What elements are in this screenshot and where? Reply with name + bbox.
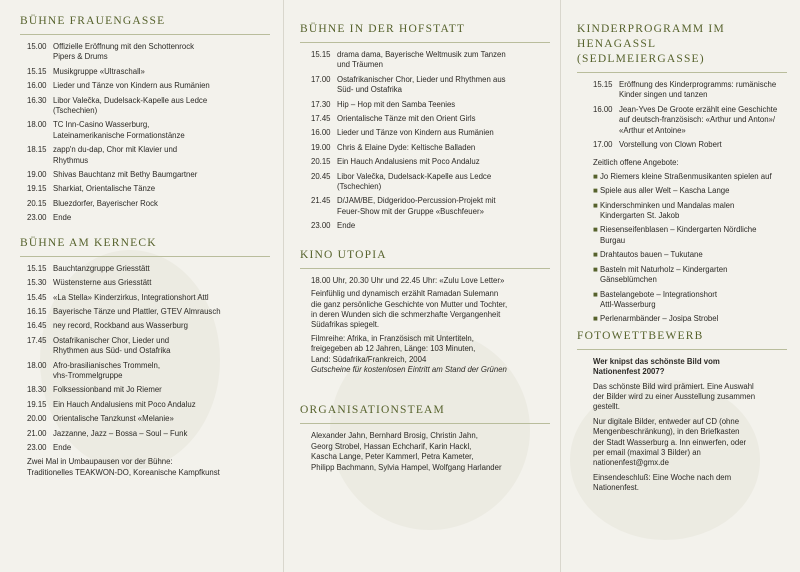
- event-text: [53, 307, 270, 317]
- event-text: [53, 81, 270, 91]
- time-label: 17.45: [311, 114, 331, 124]
- offer-line: Kinderschminken und Mandalas malen: [600, 200, 735, 210]
- text-line: der Bilder wird zu einer Ausstellung zusammen: [593, 391, 756, 401]
- section-title-line: KINDERPROGRAMM IM HENAGASSL: [577, 23, 725, 50]
- text-line: Nationenfest.: [593, 483, 639, 493]
- event-line: drama dama, Bayerische Weltmusik zum Tanzen: [337, 50, 506, 59]
- schedule-row: [311, 143, 550, 153]
- time-label: 15.30: [27, 278, 47, 288]
- text-line: Kascha Lange, Peter Kammerl, Petra Kameter,: [311, 452, 474, 462]
- event-text: [53, 213, 270, 223]
- schedule-row: [311, 172, 550, 193]
- event-text: [53, 385, 270, 395]
- event-text: [53, 120, 270, 141]
- section-frauengasse: [20, 14, 270, 224]
- schedule-row: [27, 264, 270, 274]
- event-text: [337, 172, 550, 193]
- schedule-row: [27, 81, 270, 91]
- event-text: [619, 80, 787, 101]
- event-text: [337, 114, 550, 124]
- schedule-row: [593, 105, 787, 136]
- offer-item: [593, 172, 787, 182]
- foto-deadline: [593, 473, 787, 494]
- text-line: die ganz persönliche Geschichte von Mutter und Tochter,: [311, 299, 508, 309]
- schedule-row: [27, 170, 270, 180]
- schedule-list: [300, 50, 550, 232]
- time-label: 15.15: [27, 66, 47, 76]
- section-title: BÜHNE AM KERNECK: [20, 236, 157, 249]
- event-line: Musikgruppe «Ultraschall»: [53, 66, 145, 76]
- event-line: Hip – Hop mit den Samba Teenies: [337, 99, 456, 109]
- column-left: [20, 0, 270, 478]
- offer-line: Perlenarmbänder – Josipa Strobel: [600, 314, 719, 324]
- section-organisationsteam: [300, 403, 550, 473]
- offer-line: Spiele aus aller Welt – Kascha Lange: [600, 186, 730, 196]
- column-middle: [300, 0, 550, 473]
- bullet-icon: ■: [593, 225, 598, 235]
- event-line: Ostafrikanischer Chor, Lieder und Rhythmen aus: [337, 74, 506, 84]
- time-label: 20.45: [311, 171, 331, 181]
- schedule-row: [27, 120, 270, 141]
- event-text: [53, 361, 270, 382]
- event-text: [53, 42, 270, 63]
- event-line: (Tschechien): [337, 182, 382, 192]
- event-line: Lieder und Tänze von Kindern aus Rumänien: [53, 81, 210, 91]
- divider: [20, 256, 270, 257]
- foto-paragraph: [593, 417, 787, 469]
- time-label: 15.00: [27, 42, 47, 51]
- event-line: Libor Valečka, Dudelsack-Kapelle aus Ledce: [53, 95, 208, 105]
- offer-line: Attl-Wasserburg: [600, 299, 656, 309]
- section-title-line: (SEDLMEIERGASSE): [577, 53, 705, 65]
- event-line: (Tschechien): [53, 106, 98, 116]
- schedule-row: [27, 443, 270, 453]
- event-text: [337, 50, 550, 71]
- text-line: Nationenfest 2007?: [593, 367, 665, 377]
- text-line: Feinfühlig und dynamisch erzählt Ramadan Sulemann: [311, 289, 499, 299]
- text-line: Einsendeschluß: Eine Woche nach dem: [593, 472, 732, 482]
- event-line: Bluezdorfer, Bayerischer Rock: [53, 198, 158, 208]
- kino-voucher: Gutscheine für kostenlosen Eintritt am Stand der Grünen: [311, 364, 507, 374]
- divider: [577, 72, 787, 73]
- event-line: Afro-brasilianisches Trommeln,: [53, 360, 161, 370]
- time-label: 15.15: [27, 263, 47, 273]
- event-line: Lateinamerikanische Formationstänze: [53, 130, 185, 140]
- event-line: Shivas Bauchtanz mit Bethy Baumgartner: [53, 170, 198, 180]
- event-line: Pipers & Drums: [53, 52, 108, 62]
- text-line: der Stadt Wasserburg a. Inn einwerfen, oder: [593, 437, 747, 447]
- schedule-row: [311, 196, 550, 217]
- section-title: KINO UTOPIA: [300, 248, 387, 261]
- time-label: 18.00: [27, 360, 47, 370]
- offer-line: Kindergarten St. Jakob: [600, 211, 680, 221]
- section-kino: [300, 248, 550, 376]
- offers-list: [577, 172, 787, 325]
- time-label: 15.45: [27, 292, 47, 302]
- offer-item: [593, 290, 787, 311]
- event-line: «La Stella» Kinderzirkus, Integrationshort Attl: [53, 292, 209, 302]
- time-label: 16.00: [27, 81, 47, 91]
- schedule-row: [311, 75, 550, 96]
- time-label: 21.45: [311, 196, 331, 206]
- event-line: TC Inn-Casino Wasserburg,: [53, 120, 150, 130]
- event-line: Jean-Yves De Groote erzählt eine Geschichte: [619, 104, 778, 114]
- event-line: Bauchtanzgruppe Griesstätt: [53, 263, 150, 273]
- time-label: 18.30: [27, 385, 47, 395]
- fold-line: [560, 0, 561, 572]
- event-text: [337, 100, 550, 110]
- event-line: D/JAM/BE, Didgeridoo-Percussion-Projekt mit: [337, 196, 496, 206]
- divider: [20, 34, 270, 35]
- event-text: [53, 184, 270, 194]
- bullet-icon: ■: [593, 186, 598, 196]
- event-line: Libor Valečka, Dudelsack-Kapelle aus Ledce: [337, 171, 492, 181]
- open-offers-heading: Zeitlich offene Angebote:: [593, 158, 679, 168]
- time-label: 23.00: [311, 221, 331, 231]
- text-line: Das schönste Bild wird prämiert. Eine Auswahl: [593, 381, 754, 391]
- schedule-row: [27, 184, 270, 194]
- divider: [577, 349, 787, 350]
- event-line: Süd- und Ostafrika: [337, 85, 403, 95]
- event-line: Eröffnung des Kinderprogramms: rumänische: [619, 80, 777, 89]
- text-line: Nur digitale Bilder, entweder auf CD (ohne: [593, 416, 740, 426]
- schedule-row: [27, 429, 270, 439]
- schedule-row: [27, 385, 270, 395]
- event-line: und Träumen: [337, 60, 383, 70]
- section-hofstatt: [300, 22, 550, 232]
- text-line: per email (maximal 3 Bilder) an: [593, 447, 701, 457]
- offer-line: Gänseblümchen: [600, 275, 657, 285]
- event-line: Orientalische Tanzkunst «Melanie»: [53, 414, 174, 424]
- column-right: [577, 0, 787, 494]
- offer-line: Burgau: [600, 235, 626, 245]
- offer-item: [593, 265, 787, 286]
- schedule-row: [311, 221, 550, 231]
- event-text: [53, 414, 270, 424]
- text-line: gestellt.: [593, 402, 620, 412]
- event-line: Rhythmus: [53, 155, 89, 165]
- offer-item: [593, 201, 787, 222]
- event-line: Wüstensterne aus Griesstätt: [53, 278, 152, 288]
- event-text: [53, 429, 270, 439]
- event-line: Chris & Elaine Dyde: Keltische Balladen: [337, 142, 476, 152]
- text-line: Wer knipst das schönste Bild vom: [593, 356, 720, 366]
- team-names: [300, 431, 550, 473]
- schedule-row: [311, 100, 550, 110]
- offer-line: Jo Riemers kleine Straßenmusikanten spielen auf: [600, 171, 772, 181]
- event-text: [53, 321, 270, 331]
- event-text: [337, 157, 550, 167]
- schedule-row: [311, 114, 550, 124]
- section-fotowettbewerb: [577, 329, 787, 494]
- schedule-row: [27, 293, 270, 303]
- event-line: Vorstellung von Clown Robert: [619, 140, 722, 150]
- event-line: Folksessionband mit Jo Riemer: [53, 385, 162, 395]
- text-line: in deren Wunden sich die schmerzhafte Vergangenheit: [311, 309, 501, 319]
- event-line: vhs-Trommelgruppe: [53, 370, 123, 380]
- schedule-row: [311, 50, 550, 71]
- schedule-row: [27, 145, 270, 166]
- time-label: 19.15: [27, 184, 47, 194]
- time-label: 16.30: [27, 95, 47, 105]
- event-text: [53, 293, 270, 303]
- time-label: 20.00: [27, 414, 47, 424]
- kino-description: [311, 289, 550, 331]
- schedule-row: [593, 80, 787, 101]
- time-label: 16.00: [311, 128, 331, 138]
- time-label: 23.00: [27, 213, 47, 223]
- schedule-row: [311, 128, 550, 138]
- divider: [300, 268, 550, 269]
- time-label: 18.00: [27, 120, 47, 130]
- schedule-row: [27, 321, 270, 331]
- bullet-icon: ■: [593, 171, 598, 181]
- foto-paragraph: [593, 382, 787, 413]
- bullet-icon: ■: [593, 289, 598, 299]
- kino-times: 18.00 Uhr, 20.30 Uhr und 22.45 Uhr: «Zulu Love Letter»: [311, 275, 505, 285]
- foto-question: [593, 357, 787, 378]
- offer-line: Drahtautos bauen – Tukutane: [600, 250, 703, 260]
- schedule-row: [27, 213, 270, 223]
- time-label: 20.15: [27, 198, 47, 208]
- schedule-row: [593, 140, 787, 150]
- section-title: FOTOWETTBEWERB: [577, 329, 704, 342]
- time-label: 23.00: [27, 442, 47, 452]
- event-line: Jazzanne, Jazz – Bossa – Soul – Funk: [53, 428, 188, 438]
- fold-line: [283, 0, 284, 572]
- bullet-icon: ■: [593, 200, 598, 210]
- bullet-icon: ■: [593, 314, 598, 324]
- event-text: [337, 75, 550, 96]
- event-text: [53, 96, 270, 117]
- event-line: «Arthur et Antoine»: [619, 125, 686, 135]
- text-line: Traditionelles TEAKWON-DO, Koreanische Kampfkunst: [27, 467, 220, 477]
- text-line: Filmreihe: Afrika, in Französisch mit Untertiteln,: [311, 333, 474, 343]
- event-line: zapp'n du-dap, Chor mit Klavier und: [53, 145, 178, 155]
- section-title: ORGANISATIONSTEAM: [300, 404, 445, 417]
- offer-item: [593, 250, 787, 260]
- time-label: 21.00: [27, 428, 47, 438]
- section-title: BÜHNE FRAUENGASSE: [20, 15, 166, 27]
- event-text: [619, 140, 787, 150]
- event-text: [337, 196, 550, 217]
- event-text: [53, 145, 270, 166]
- text-line: Südafrikas spiegelt.: [311, 320, 380, 330]
- bullet-icon: ■: [593, 264, 598, 274]
- text-line: Georg Strobel, Hassan Echcharif, Karin Hackl,: [311, 441, 472, 451]
- event-line: auf deutsch-französisch: «Arthur und Anton»/: [619, 115, 776, 125]
- divider: [300, 423, 550, 424]
- event-text: [53, 170, 270, 180]
- divider: [300, 42, 550, 43]
- schedule-row: [27, 361, 270, 382]
- time-label: 15.15: [311, 50, 331, 59]
- event-line: Bayerische Tänze und Plattler, GTEV Almrausch: [53, 306, 221, 316]
- schedule-row: [27, 307, 270, 317]
- event-line: Ein Hauch Andalusiens mit Poco Andaluz: [337, 157, 480, 167]
- time-label: 17.00: [593, 140, 613, 150]
- text-line: Zwei Mal in Umbaupausen vor der Bühne:: [27, 457, 173, 467]
- schedule-row: [27, 336, 270, 357]
- event-text: [337, 221, 550, 231]
- schedule-row: [27, 414, 270, 424]
- time-label: 18.15: [27, 145, 47, 155]
- time-label: 16.00: [593, 104, 613, 114]
- time-label: 16.15: [27, 306, 47, 316]
- event-line: Rhythmen aus Süd- und Ostafrika: [53, 346, 171, 356]
- time-label: 19.15: [27, 399, 47, 409]
- time-label: 19.00: [311, 142, 331, 152]
- event-line: Ostafrikanischer Chor, Lieder und: [53, 335, 170, 345]
- offer-line: Bastelangebote – Integrationshort: [600, 289, 718, 299]
- event-text: [53, 264, 270, 274]
- section-kinderprogramm: [577, 22, 787, 325]
- event-line: Ende: [53, 442, 72, 452]
- section-kerneck: [20, 236, 270, 479]
- time-label: 20.15: [311, 157, 331, 167]
- text-line: Philipp Bachmann, Sylvia Hampel, Wolfgang Harlander: [311, 462, 502, 472]
- schedule-row: [27, 400, 270, 410]
- text-line: nationenfest@gmx.de: [593, 458, 669, 468]
- event-text: [53, 336, 270, 357]
- time-label: 16.45: [27, 321, 47, 331]
- event-line: Ende: [337, 221, 356, 231]
- bullet-icon: ■: [593, 250, 598, 260]
- event-text: [337, 128, 550, 138]
- text-line: Alexander Jahn, Bernhard Brosig, Christin Jahn,: [311, 431, 478, 441]
- kerneck-note: [20, 457, 270, 478]
- event-text: [53, 67, 270, 77]
- event-line: ney record, Rockband aus Wasserburg: [53, 321, 188, 331]
- event-line: Lieder und Tänze von Kindern aus Rumänien: [337, 128, 494, 138]
- event-line: Kinder singen und tanzen: [619, 90, 708, 100]
- event-text: [337, 143, 550, 153]
- event-text: [53, 278, 270, 288]
- event-text: [53, 443, 270, 453]
- event-line: Feuer-Show mit der Gruppe «Buschfeuer»: [337, 206, 484, 216]
- event-text: [53, 199, 270, 209]
- offer-line: Riesenseifenblasen – Kindergarten Nördliche: [600, 225, 757, 235]
- offer-item: [593, 186, 787, 196]
- time-label: 17.00: [311, 74, 331, 84]
- schedule-row: [27, 42, 270, 63]
- offer-line: Basteln mit Naturholz – Kindergarten: [600, 264, 728, 274]
- schedule-list: [577, 80, 787, 150]
- time-label: 17.45: [27, 335, 47, 345]
- schedule-row: [311, 157, 550, 167]
- event-line: Offizielle Eröffnung mit den Schottenrock: [53, 42, 194, 51]
- section-title: BÜHNE IN DER HOFSTATT: [300, 23, 466, 35]
- schedule-row: [27, 199, 270, 209]
- time-label: 17.30: [311, 99, 331, 109]
- schedule-row: [27, 67, 270, 77]
- schedule-list: [20, 42, 270, 224]
- event-line: Ein Hauch Andalusiens mit Poco Andaluz: [53, 399, 196, 409]
- time-label: 19.00: [27, 170, 47, 180]
- event-line: Ende: [53, 213, 72, 223]
- text-line: Land: Südafrika/Frankreich, 2004: [311, 354, 427, 364]
- event-text: [53, 400, 270, 410]
- event-text: [619, 105, 787, 136]
- event-line: Sharkiat, Orientalische Tänze: [53, 184, 156, 194]
- text-line: freigegeben ab 12 Jahren, Länge: 103 Minuten,: [311, 344, 476, 354]
- offer-item: [593, 314, 787, 324]
- offer-item: [593, 225, 787, 246]
- schedule-row: [27, 96, 270, 117]
- schedule-row: [27, 278, 270, 288]
- text-line: Mengenbeschränkung), in den Briefkasten: [593, 427, 740, 437]
- kino-info: [311, 334, 550, 365]
- time-label: 15.15: [593, 80, 613, 89]
- event-line: Orientalische Tänze mit den Orient Girls: [337, 114, 476, 124]
- schedule-list: [20, 264, 270, 454]
